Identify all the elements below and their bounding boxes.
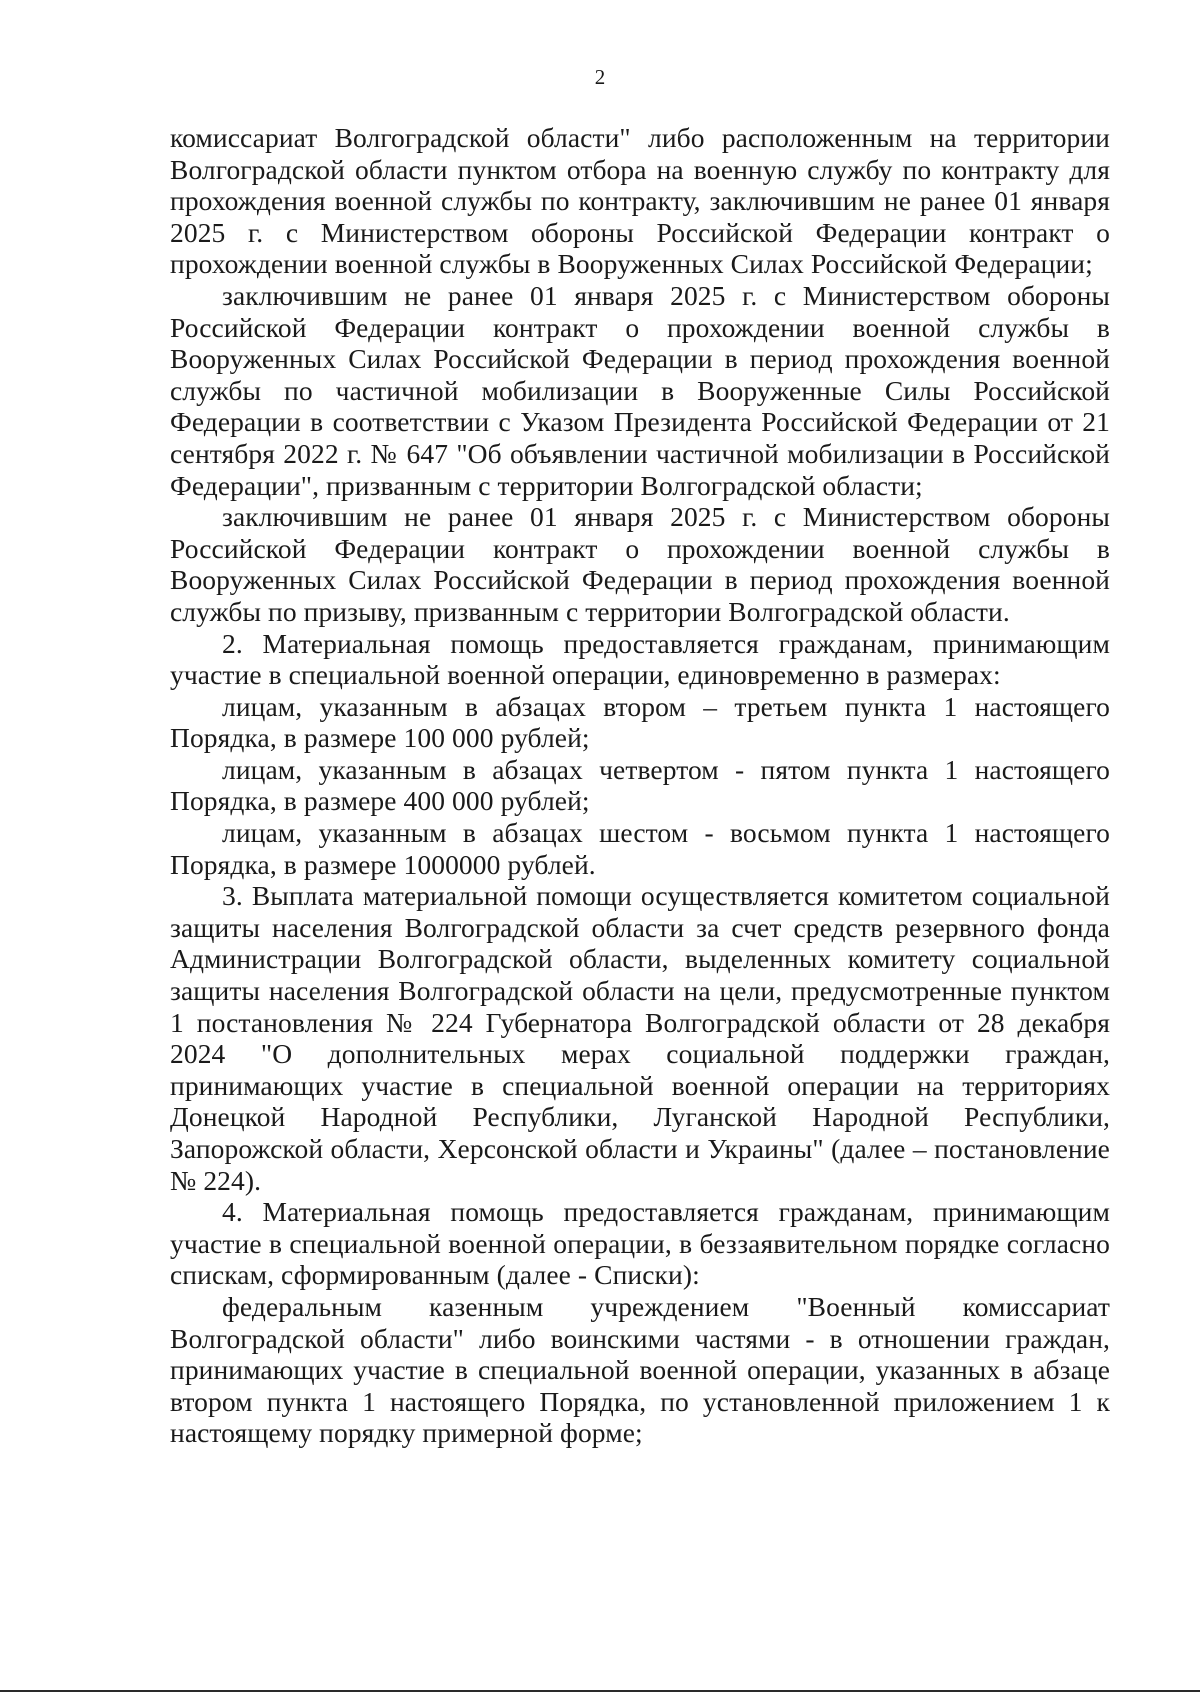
- document-body: [170, 122, 1110, 1449]
- paragraph-amount-1000000: лицам, указанным в абзацах шестом - восьмом пункта 1 настоящего Порядка, в размере 1000000 рублей.: [170, 817, 1110, 880]
- paragraph-contract-mobilization: заключившим не ранее 01 января 2025 г. с Министерством обороны Российской Федерации контракт о прохождении военной службы в Вооруженных Силах Российской Федерации в период прохождения военной службы по частичной мобилизации в Вооруженные Силы Российской Федерации в соответствии с Указом Президента Российской Федерации от 21 сентября 2022 г. № 647 "Об объявлении частичной мобилизации в Российской Федерации", призванным с территории Волгоградской области;: [170, 279, 1110, 501]
- paragraph-continuation: комиссариат Волгоградской области" либо расположенным на территории Волгоградской области пунктом отбора на военную службу по контракту для прохождения военной службы по контракту, заключившим не ранее 01 января 2025 г. с Министерством обороны Российской Федерации контракт о прохождении военной службы в Вооруженных Силах Российской Федерации;: [170, 122, 1110, 280]
- paragraph-item-3: 3. Выплата материальной помощи осуществляется комитетом социальной защиты населения Волгоградской области за счет средств резервного фонда Администрации Волгоградской области, выделенных комитету социальной защиты населения Волгоградской области на цели, предусмотренные пунктом 1 постановления № 224 Губернатора Волгоградской области от 28 декабря 2024 "О дополнительных мерах социальной поддержки граждан, принимающих участие в специальной военной операции на территориях Донецкой Народной Республики, Луганской Народной Республики, Запорожской области, Херсонской области и Украины" (далее – постановление № 224).: [170, 880, 1110, 1196]
- paragraph-item-4: 4. Материальная помощь предоставляется гражданам, принимающим участие в специальной военной операции, в беззаявительном порядке согласно спискам, сформированным (далее - Списки):: [170, 1196, 1110, 1291]
- paragraph-military-commissariat: федеральным казенным учреждением "Военный комиссариат Волгоградской области" либо воинскими частями - в отношении граждан, принимающих участие в специальной военной операции, указанных в абзаце втором пункта 1 настоящего Порядка, по установленной приложением 1 к настоящему порядку примерной форме;: [170, 1290, 1110, 1449]
- paragraph-item-2: 2. Материальная помощь предоставляется гражданам, принимающим участие в специальной военной операции, единовременно в размерах:: [170, 627, 1110, 691]
- paragraph-amount-100000: лицам, указанным в абзацах втором – третьем пункта 1 настоящего Порядка, в размере 100 000 рублей;: [170, 690, 1110, 754]
- page-number: 2: [594, 65, 606, 89]
- paragraph-contract-conscription: заключившим не ранее 01 января 2025 г. с Министерством обороны Российской Федерации контракт о прохождении военной службы в Вооруженных Силах Российской Федерации в период прохождения военной службы по призыву, призванным с территории Волгоградской области.: [170, 501, 1110, 627]
- paragraph-amount-400000: лицам, указанным в абзацах четвертом - пятом пункта 1 настоящего Порядка, в размере 400 000 рублей;: [170, 753, 1110, 817]
- bottom-scan-edge-line: [0, 1690, 1200, 1692]
